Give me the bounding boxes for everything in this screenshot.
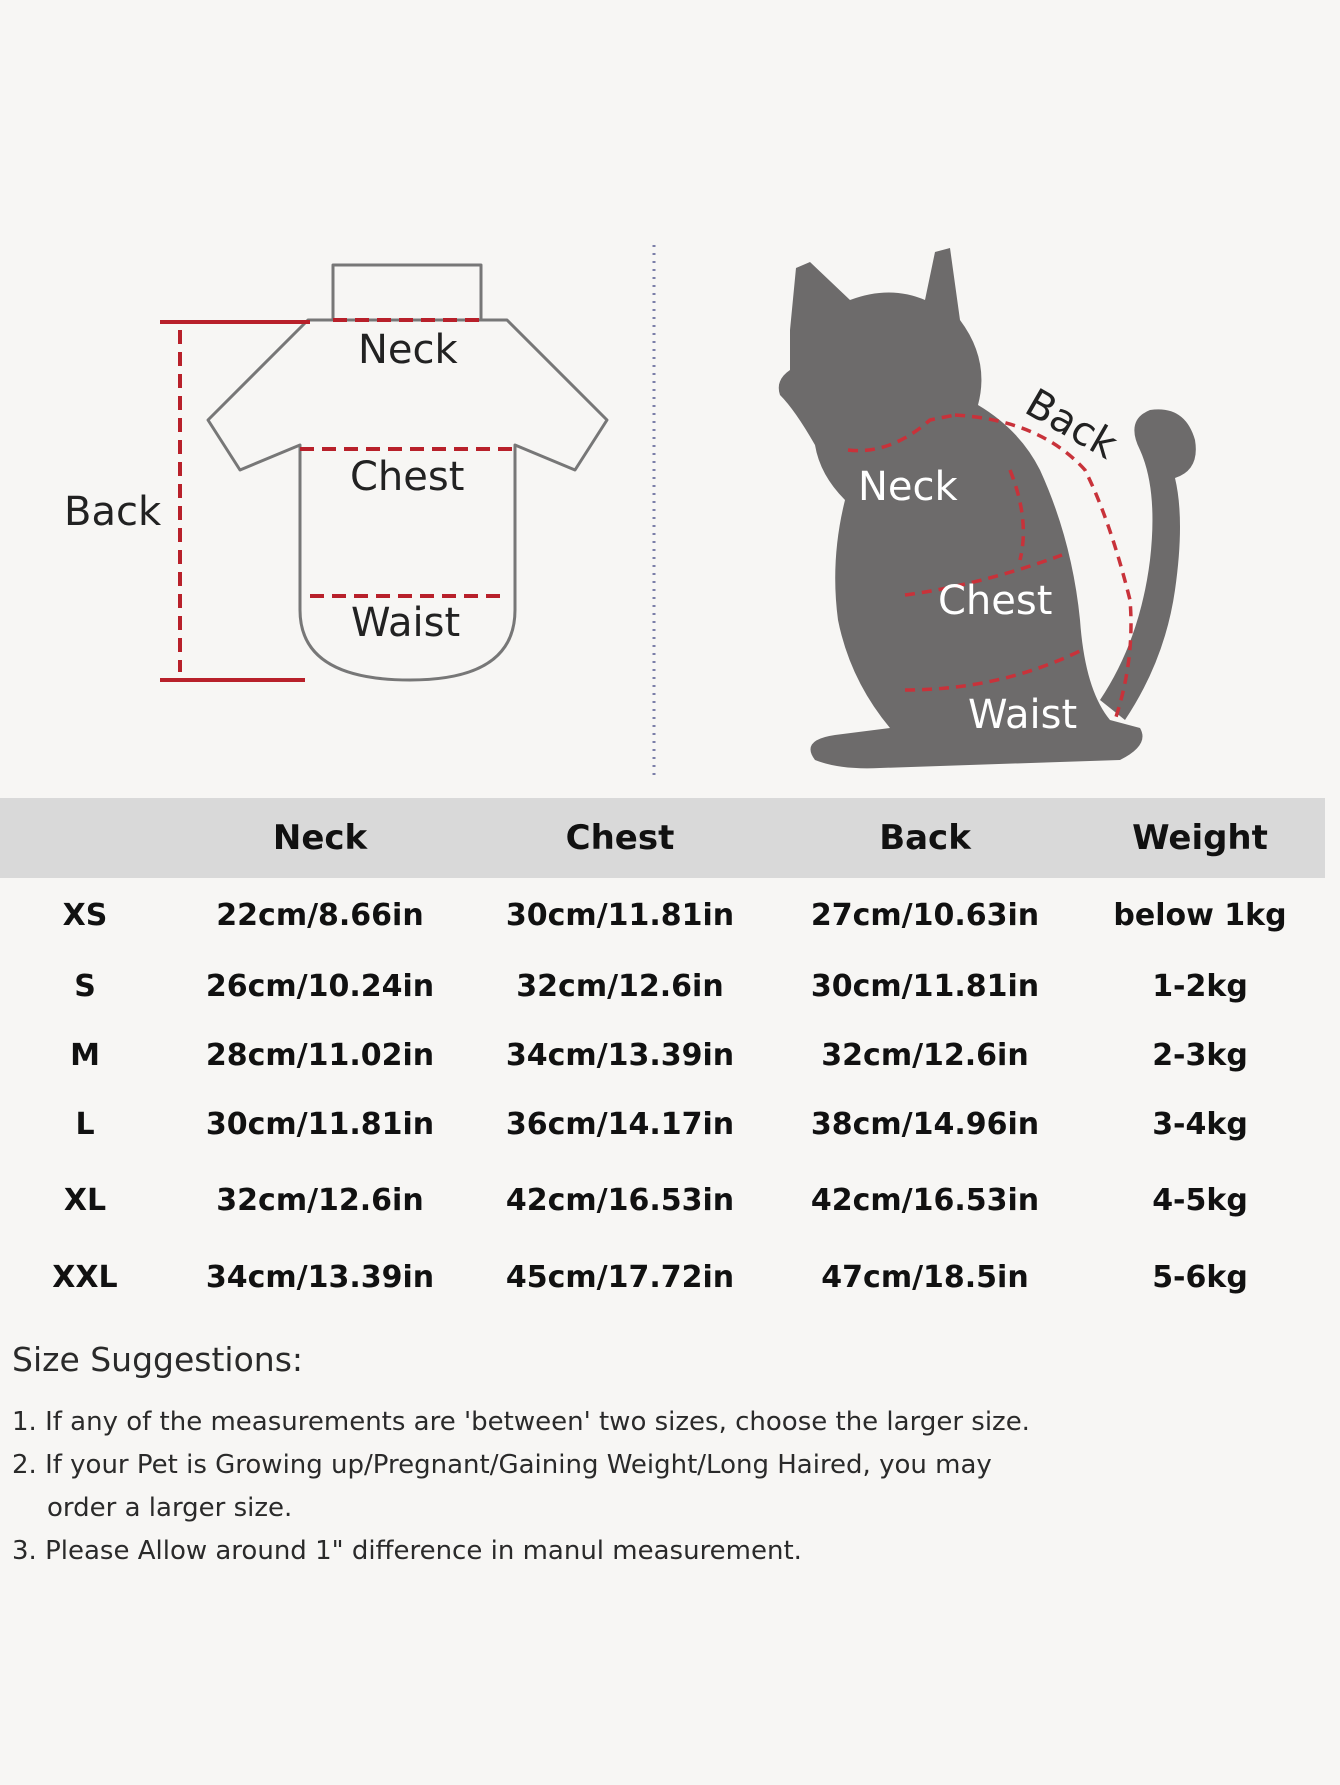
size-cell: M bbox=[70, 1038, 100, 1073]
back-cell: 38cm/14.96in bbox=[810, 1107, 1040, 1142]
back-cell: 30cm/11.81in bbox=[810, 969, 1040, 1004]
shirt-measure-lines bbox=[160, 320, 515, 680]
back-cell: 32cm/12.6in bbox=[821, 1038, 1029, 1073]
note-item-continuation: order a larger size. bbox=[47, 1493, 293, 1523]
chest-cell: 30cm/11.81in bbox=[505, 898, 735, 933]
weight-cell: 4-5kg bbox=[1152, 1183, 1248, 1218]
shirt-waist-label: Waist bbox=[351, 600, 461, 646]
table-row bbox=[0, 1248, 1340, 1308]
table-row bbox=[0, 1095, 1340, 1155]
size-cell: XXL bbox=[52, 1260, 118, 1295]
header-neck: Neck bbox=[272, 818, 368, 858]
table-row bbox=[0, 1026, 1340, 1086]
chest-cell: 36cm/14.17in bbox=[505, 1107, 735, 1142]
back-cell: 27cm/10.63in bbox=[810, 898, 1040, 933]
table-row bbox=[0, 886, 1340, 946]
table-row bbox=[0, 957, 1340, 1017]
cat-waist-label: Waist bbox=[968, 692, 1078, 738]
cat-silhouette-icon bbox=[779, 248, 1196, 768]
cat-chest-label: Chest bbox=[938, 578, 1053, 624]
cat-back-label: Back bbox=[1017, 380, 1125, 469]
neck-cell: 30cm/11.81in bbox=[205, 1107, 435, 1142]
size-cell: L bbox=[75, 1107, 95, 1142]
size-table-header bbox=[0, 798, 1325, 878]
size-cell: S bbox=[74, 969, 96, 1004]
weight-cell: below 1kg bbox=[1113, 898, 1287, 933]
note-item: 2. If your Pet is Growing up/Pregnant/Gaining Weight/Long Haired, you may bbox=[12, 1450, 992, 1480]
neck-cell: 32cm/12.6in bbox=[216, 1183, 424, 1218]
back-cell: 47cm/18.5in bbox=[821, 1260, 1029, 1295]
shirt-neck-label: Neck bbox=[358, 327, 458, 373]
shirt-back-label: Back bbox=[64, 489, 162, 535]
note-item: 1. If any of the measurements are 'between' two sizes, choose the larger size. bbox=[12, 1407, 1030, 1437]
size-suggestions-title: Size Suggestions: bbox=[12, 1340, 304, 1379]
header-size bbox=[15, 798, 155, 878]
chest-cell: 42cm/16.53in bbox=[505, 1183, 735, 1218]
header-back: Back bbox=[879, 818, 971, 858]
chest-cell: 34cm/13.39in bbox=[505, 1038, 735, 1073]
neck-cell: 34cm/13.39in bbox=[205, 1260, 435, 1295]
table-row bbox=[0, 1171, 1340, 1231]
shirt-chest-label: Chest bbox=[350, 454, 465, 500]
weight-cell: 1-2kg bbox=[1152, 969, 1248, 1004]
header-weight: Weight bbox=[1132, 818, 1268, 858]
neck-cell: 22cm/8.66in bbox=[216, 898, 424, 933]
header-chest: Chest bbox=[565, 818, 675, 858]
chest-cell: 45cm/17.72in bbox=[505, 1260, 735, 1295]
size-diagram bbox=[0, 0, 1340, 790]
weight-cell: 2-3kg bbox=[1152, 1038, 1248, 1073]
back-cell: 42cm/16.53in bbox=[810, 1183, 1040, 1218]
neck-cell: 26cm/10.24in bbox=[205, 969, 435, 1004]
weight-cell: 5-6kg bbox=[1152, 1260, 1248, 1295]
neck-cell: 28cm/11.02in bbox=[205, 1038, 435, 1073]
size-cell: XL bbox=[63, 1183, 107, 1218]
size-cell: XS bbox=[62, 898, 108, 933]
note-item: 3. Please Allow around 1" difference in manul measurement. bbox=[12, 1536, 802, 1566]
chest-cell: 32cm/12.6in bbox=[516, 969, 724, 1004]
cat-neck-label: Neck bbox=[858, 464, 958, 510]
weight-cell: 3-4kg bbox=[1152, 1107, 1248, 1142]
